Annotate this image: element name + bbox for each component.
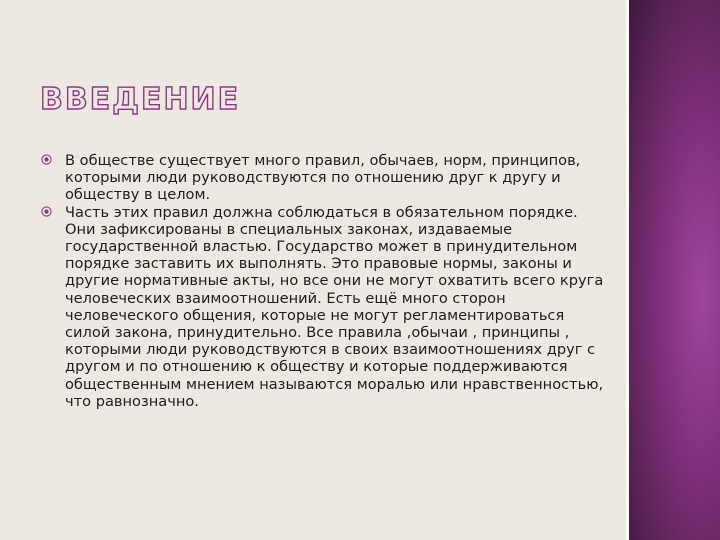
bullet-list — [40, 152, 610, 410]
circle-bullet-icon — [41, 154, 52, 165]
circle-bullet-icon — [41, 206, 52, 217]
decorative-side-panel — [629, 0, 720, 540]
bullet-item-2 — [40, 204, 610, 410]
bullet-text: В обществе существует много правил, обычаев, норм, принципов, которыми люди руководствуются по отношению друг к другу и обществу в целом. — [65, 152, 581, 204]
bullet-item-1 — [40, 152, 610, 204]
slide-title: ВВЕДЕНИЕ — [40, 82, 241, 117]
bullet-text: Часть этих правил должна соблюдаться в обязательном порядке. Они зафиксированы в специальных законах, издаваемые государственной властью. Государство может в принудительном порядке заставить их выполнять. Это правовые нормы, законы и другие нормативные акты, но все они не могут охватить всего круга человеческих взаимоотношений. Есть ещё много сторон человеческого общения, которые не могут регламентироваться силой закона, принудительно. Все правила ,обычаи , принципы , которыми люди руководствуются в своих взаимоотношениях друг с другом и по отношению к обществу и которые поддерживаются общественным мнением называются моралью или нравственностью, что равнозначно. — [65, 203, 604, 410]
